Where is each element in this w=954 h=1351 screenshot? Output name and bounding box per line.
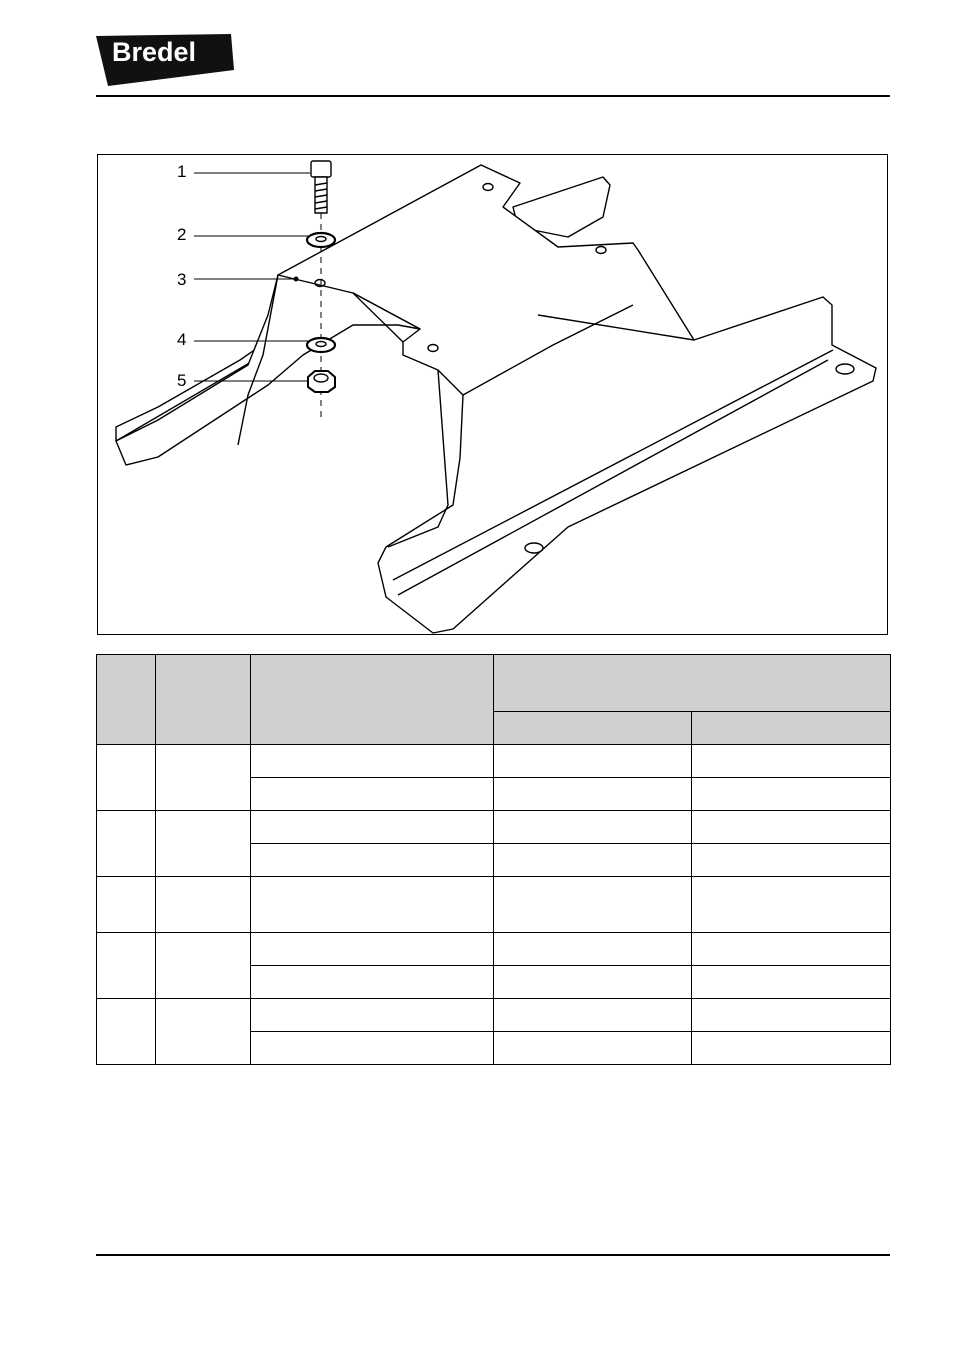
cell-position: [97, 933, 156, 999]
cell-value-1: [494, 877, 692, 933]
cell-description: [251, 999, 494, 1032]
cell-value-2: [692, 877, 891, 933]
table-row: [97, 999, 891, 1032]
leader-dot: [294, 277, 298, 281]
cell-value-1: [494, 1032, 692, 1065]
cell-quantity: [156, 933, 251, 999]
cell-position: [97, 745, 156, 811]
cell-value-1: [494, 933, 692, 966]
table-row: [97, 745, 891, 778]
footer-rule: [96, 1254, 890, 1256]
nut-drawing: [308, 371, 335, 392]
table-row: [97, 877, 891, 933]
cell-position: [97, 811, 156, 877]
cell-position: [97, 877, 156, 933]
cell-value-1: [494, 844, 692, 877]
cell-description: [251, 966, 494, 999]
cell-value-2: [692, 1032, 891, 1065]
table-header-row: [97, 655, 891, 712]
cell-description: [251, 1032, 494, 1065]
cell-value-2: [692, 966, 891, 999]
cell-value-2: [692, 778, 891, 811]
parts-table: [96, 654, 891, 1065]
cell-value-2: [692, 745, 891, 778]
subheader-1: [494, 712, 692, 745]
cell-value-1: [494, 811, 692, 844]
header-position: [97, 655, 156, 745]
callout-4: 4: [177, 330, 187, 349]
bracket-drawing: [98, 155, 889, 636]
cell-description: [251, 933, 494, 966]
callout-5: 5: [177, 371, 187, 390]
washer-drawing-2: [307, 233, 335, 247]
callout-1: 1: [177, 162, 187, 181]
subheader-2: [692, 712, 891, 745]
cell-description: [251, 778, 494, 811]
cell-value-2: [692, 999, 891, 1032]
logo-text: Bredel: [112, 37, 197, 67]
cell-value-1: [494, 999, 692, 1032]
cell-quantity: [156, 745, 251, 811]
header-group: [494, 655, 891, 712]
cell-description: [251, 877, 494, 933]
washer-drawing-4: [307, 338, 335, 352]
table-row: [97, 811, 891, 844]
cell-description: [251, 844, 494, 877]
cell-quantity: [156, 877, 251, 933]
header-quantity: [156, 655, 251, 745]
cell-value-1: [494, 966, 692, 999]
bolt-drawing: [311, 161, 331, 213]
table-row: [97, 933, 891, 966]
cell-value-1: [494, 778, 692, 811]
cell-value-1: [494, 745, 692, 778]
callout-3: 3: [177, 270, 187, 289]
exploded-view-figure: [97, 154, 888, 635]
header-rule: [96, 95, 890, 97]
cell-quantity: [156, 811, 251, 877]
header-description: [251, 655, 494, 745]
callout-2: 2: [177, 225, 187, 244]
brand-logo: [96, 34, 236, 88]
cell-description: [251, 745, 494, 778]
cell-position: [97, 999, 156, 1065]
cell-quantity: [156, 999, 251, 1065]
top-plate: [278, 165, 876, 633]
cell-value-2: [692, 811, 891, 844]
cell-value-2: [692, 844, 891, 877]
cell-description: [251, 811, 494, 844]
cell-value-2: [692, 933, 891, 966]
